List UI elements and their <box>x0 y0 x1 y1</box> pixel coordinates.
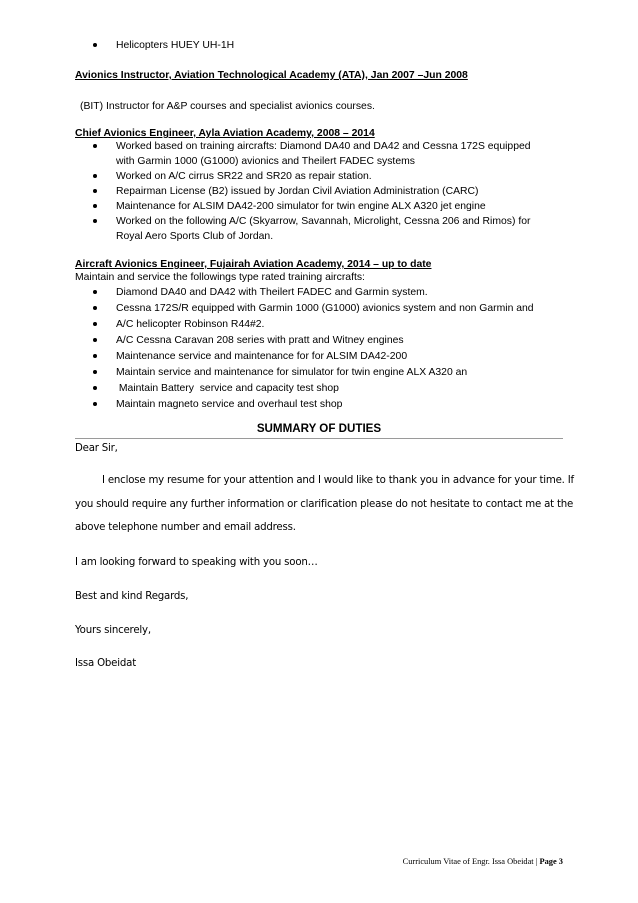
divider <box>75 438 563 439</box>
list-item-text: A/C helicopter Robinson R44#2. <box>116 319 265 330</box>
section-heading-fujairah: Aircraft Avionics Engineer, Fujairah Aviation Academy, 2014 – up to date <box>75 259 432 270</box>
section-heading-ayla: Chief Avionics Engineer, Ayla Aviation Academy, 2008 – 2014 <box>75 128 375 139</box>
list-item-text: Helicopters HUEY UH-1H <box>116 40 235 51</box>
bullet-icon <box>93 219 97 223</box>
page-footer <box>403 857 563 867</box>
list-item-text: Worked on A/C cirrus SR22 and SR20 as repair station. <box>116 171 372 182</box>
letter-paragraph-line: you should require any further information or clarification please do not hesitate to contact me at the <box>75 499 574 510</box>
bullet-icon <box>93 204 97 208</box>
list-item-text: Maintenance service and maintenance for for ALSIM DA42-200 <box>116 351 408 362</box>
bullet-icon <box>93 174 97 178</box>
list-item-text: Maintain Battery service and capacity test shop <box>116 383 339 394</box>
fujairah-intro: Maintain and service the followings type rated training aircrafts: <box>75 272 365 283</box>
list-item-text: Worked based on training aircrafts: Diamond DA40 and DA42 and Cessna 172S equipped <box>116 141 531 152</box>
bullet-icon <box>93 306 97 310</box>
list-item-text: Diamond DA40 and DA42 with Theilert FADEC and Garmin system. <box>116 287 428 298</box>
letter-paragraph-line: above telephone number and email address. <box>75 522 296 533</box>
list-item-text: Cessna 172S/R equipped with Garmin 1000 (G1000) avionics system and non Garmin and <box>116 303 534 314</box>
list-item-text: Repairman License (B2) issued by Jordan Civil Aviation Administration (CARC) <box>116 186 479 197</box>
list-item-text: Royal Aero Sports Club of Jordan. <box>116 231 274 242</box>
letter-paragraph-line: I enclose my resume for your attention and I would like to thank you in advance for your time. If <box>102 475 574 486</box>
bullet-icon <box>93 354 97 358</box>
list-item-text: with Garmin 1000 (G1000) avionics and Theilert FADEC systems <box>116 156 415 167</box>
list-item-text: Worked on the following A/C (Skyarrow, Savannah, Microlight, Cessna 206 and Rimos) for <box>116 216 531 227</box>
bullet-icon <box>93 322 97 326</box>
list-item-text: Maintain service and maintenance for simulator for twin engine ALX A320 an <box>116 367 468 378</box>
footer-text: Curriculum Vitae of Engr. Issa Obeidat | <box>402 857 540 866</box>
bullet-icon <box>93 370 97 374</box>
letter-signature-name: Issa Obeidat <box>75 658 136 669</box>
list-item-text: Maintain magneto service and overhaul test shop <box>116 399 343 410</box>
letter-sincerely: Yours sincerely, <box>75 625 151 636</box>
page-number: Page 3 <box>539 857 563 866</box>
letter-regards: Best and kind Regards, <box>75 591 189 602</box>
section-heading-ata: Avionics Instructor, Aviation Technological Academy (ATA), Jan 2007 –Jun 2008 <box>75 70 468 81</box>
list-item-text: A/C Cessna Caravan 208 series with pratt and Witney engines <box>116 335 404 346</box>
bullet-icon <box>93 338 97 342</box>
bullet-icon <box>93 402 97 406</box>
bullet-icon <box>93 144 97 148</box>
letter-forward: I am looking forward to speaking with you soon… <box>75 557 318 568</box>
bullet-icon <box>93 290 97 294</box>
letter-salutation: Dear Sir, <box>75 443 118 454</box>
bullet-icon <box>93 189 97 193</box>
summary-heading: SUMMARY OF DUTIES <box>256 422 382 435</box>
bullet-icon <box>93 43 97 47</box>
bullet-icon <box>93 386 97 390</box>
list-item-text: Maintenance for ALSIM DA42-200 simulator for twin engine ALX A320 jet engine <box>116 201 486 212</box>
ata-description: (BIT) Instructor for A&P courses and specialist avionics courses. <box>80 101 375 112</box>
